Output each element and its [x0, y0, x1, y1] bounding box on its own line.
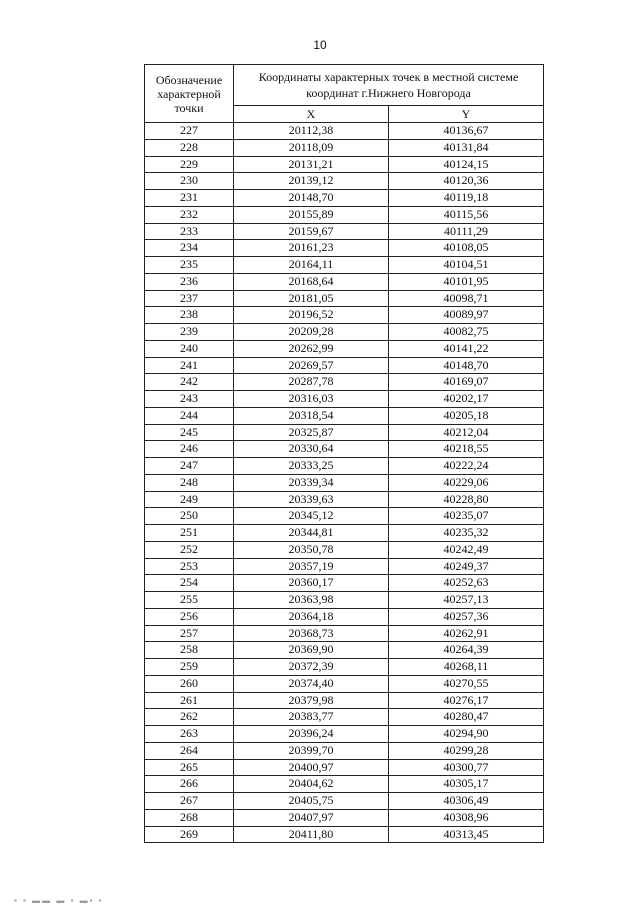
cell-x: 20360,17 [234, 575, 389, 592]
cell-x: 20318,54 [234, 407, 389, 424]
cell-x: 20333,25 [234, 458, 389, 475]
cell-y: 40120,36 [389, 173, 544, 190]
cell-x: 20350,78 [234, 541, 389, 558]
table-row [145, 307, 544, 324]
cell-x: 20155,89 [234, 206, 389, 223]
cell-x: 20325,87 [234, 424, 389, 441]
cell-y: 40108,05 [389, 240, 544, 257]
table-row [145, 458, 544, 475]
cell-x: 20364,18 [234, 608, 389, 625]
cell-x: 20148,70 [234, 190, 389, 207]
cell-x: 20363,98 [234, 592, 389, 609]
cell-x: 20330,64 [234, 441, 389, 458]
table-row [145, 726, 544, 743]
cell-x: 20196,52 [234, 307, 389, 324]
cell-x: 20396,24 [234, 726, 389, 743]
cell-point: 249 [145, 491, 234, 508]
table-row [145, 575, 544, 592]
cell-y: 40111,29 [389, 223, 544, 240]
cell-point: 245 [145, 424, 234, 441]
table-row [145, 508, 544, 525]
table-row [145, 424, 544, 441]
table-row [145, 173, 544, 190]
table-row [145, 659, 544, 676]
cell-y: 40264,39 [389, 642, 544, 659]
cell-point: 242 [145, 374, 234, 391]
table-row [145, 742, 544, 759]
table-row [145, 223, 544, 240]
cell-x: 20164,11 [234, 257, 389, 274]
cell-x: 20344,81 [234, 525, 389, 542]
table-row [145, 793, 544, 810]
cell-y: 40089,97 [389, 307, 544, 324]
cell-point: 257 [145, 625, 234, 642]
cell-x: 20287,78 [234, 374, 389, 391]
cell-point: 248 [145, 474, 234, 491]
cell-x: 20374,40 [234, 675, 389, 692]
cell-point: 258 [145, 642, 234, 659]
cell-point: 268 [145, 809, 234, 826]
cell-point: 239 [145, 324, 234, 341]
table-row [145, 206, 544, 223]
cell-y: 40169,07 [389, 374, 544, 391]
footer-scan-mark: ▪ ▪ ▬▬ ▬ ▪ ▬▪ ▪ [14, 896, 104, 905]
cell-point: 261 [145, 692, 234, 709]
cell-y: 40136,67 [389, 123, 544, 140]
cell-y: 40242,49 [389, 541, 544, 558]
cell-y: 40148,70 [389, 357, 544, 374]
cell-point: 246 [145, 441, 234, 458]
cell-point: 227 [145, 123, 234, 140]
table-row [145, 290, 544, 307]
cell-y: 40305,17 [389, 776, 544, 793]
cell-x: 20118,09 [234, 139, 389, 156]
cell-point: 243 [145, 391, 234, 408]
cell-y: 40202,17 [389, 391, 544, 408]
cell-point: 264 [145, 742, 234, 759]
cell-x: 20339,34 [234, 474, 389, 491]
table-row [145, 257, 544, 274]
cell-x: 20405,75 [234, 793, 389, 810]
coordinates-table [144, 64, 544, 843]
cell-x: 20369,90 [234, 642, 389, 659]
cell-x: 20407,97 [234, 809, 389, 826]
table-row [145, 123, 544, 140]
cell-x: 20316,03 [234, 391, 389, 408]
cell-y: 40229,06 [389, 474, 544, 491]
header-coordinates: Координаты характерных точек в местной системе координат г.Нижнего Новгорода [234, 65, 544, 106]
table-row [145, 190, 544, 207]
cell-x: 20168,64 [234, 273, 389, 290]
cell-point: 263 [145, 726, 234, 743]
cell-point: 254 [145, 575, 234, 592]
cell-point: 247 [145, 458, 234, 475]
cell-x: 20131,21 [234, 156, 389, 173]
cell-x: 20269,57 [234, 357, 389, 374]
cell-point: 259 [145, 659, 234, 676]
table-row [145, 525, 544, 542]
cell-point: 265 [145, 759, 234, 776]
cell-point: 235 [145, 257, 234, 274]
cell-y: 40268,11 [389, 659, 544, 676]
cell-point: 237 [145, 290, 234, 307]
table-row [145, 675, 544, 692]
table-row [145, 407, 544, 424]
cell-y: 40235,07 [389, 508, 544, 525]
table-row [145, 541, 544, 558]
cell-x: 20139,12 [234, 173, 389, 190]
table-row [145, 273, 544, 290]
cell-point: 262 [145, 709, 234, 726]
cell-point: 260 [145, 675, 234, 692]
header-x: X [234, 106, 389, 123]
table-row [145, 642, 544, 659]
cell-y: 40141,22 [389, 340, 544, 357]
table-row [145, 391, 544, 408]
page-number: 10 [313, 38, 327, 52]
table-row [145, 139, 544, 156]
cell-y: 40308,96 [389, 809, 544, 826]
table-row [145, 625, 544, 642]
table-row [145, 558, 544, 575]
table-row [145, 592, 544, 609]
header-point-designation: Обозначение характерной точки [145, 65, 234, 123]
cell-point: 229 [145, 156, 234, 173]
cell-x: 20262,99 [234, 340, 389, 357]
cell-point: 238 [145, 307, 234, 324]
cell-y: 40222,24 [389, 458, 544, 475]
table-row [145, 709, 544, 726]
table-header-row [145, 65, 544, 106]
cell-x: 20383,77 [234, 709, 389, 726]
cell-y: 40119,18 [389, 190, 544, 207]
cell-y: 40280,47 [389, 709, 544, 726]
cell-y: 40212,04 [389, 424, 544, 441]
cell-y: 40313,45 [389, 826, 544, 843]
cell-x: 20161,23 [234, 240, 389, 257]
cell-y: 40115,56 [389, 206, 544, 223]
cell-point: 228 [145, 139, 234, 156]
table-row [145, 240, 544, 257]
cell-y: 40299,28 [389, 742, 544, 759]
cell-point: 267 [145, 793, 234, 810]
header-y: Y [389, 106, 544, 123]
table-row [145, 441, 544, 458]
cell-y: 40205,18 [389, 407, 544, 424]
table-row [145, 809, 544, 826]
cell-x: 20411,80 [234, 826, 389, 843]
cell-y: 40252,63 [389, 575, 544, 592]
cell-point: 251 [145, 525, 234, 542]
cell-point: 241 [145, 357, 234, 374]
cell-x: 20357,19 [234, 558, 389, 575]
table-row [145, 608, 544, 625]
cell-y: 40270,55 [389, 675, 544, 692]
table-row [145, 474, 544, 491]
table-row [145, 759, 544, 776]
table-row [145, 156, 544, 173]
cell-point: 236 [145, 273, 234, 290]
cell-x: 20209,28 [234, 324, 389, 341]
cell-x: 20112,38 [234, 123, 389, 140]
cell-point: 266 [145, 776, 234, 793]
table-row [145, 826, 544, 843]
cell-point: 253 [145, 558, 234, 575]
cell-point: 232 [145, 206, 234, 223]
cell-point: 230 [145, 173, 234, 190]
cell-y: 40235,32 [389, 525, 544, 542]
cell-y: 40249,37 [389, 558, 544, 575]
cell-y: 40276,17 [389, 692, 544, 709]
cell-y: 40262,91 [389, 625, 544, 642]
cell-y: 40306,49 [389, 793, 544, 810]
cell-y: 40300,77 [389, 759, 544, 776]
table-row [145, 776, 544, 793]
cell-point: 233 [145, 223, 234, 240]
table-row [145, 491, 544, 508]
table-row [145, 340, 544, 357]
cell-y: 40101,95 [389, 273, 544, 290]
cell-y: 40218,55 [389, 441, 544, 458]
table-row [145, 324, 544, 341]
cell-x: 20345,12 [234, 508, 389, 525]
cell-y: 40257,36 [389, 608, 544, 625]
cell-x: 20159,67 [234, 223, 389, 240]
cell-x: 20368,73 [234, 625, 389, 642]
cell-x: 20404,62 [234, 776, 389, 793]
cell-y: 40098,71 [389, 290, 544, 307]
table-body [145, 123, 544, 843]
cell-point: 234 [145, 240, 234, 257]
cell-y: 40104,51 [389, 257, 544, 274]
cell-x: 20181,05 [234, 290, 389, 307]
cell-point: 255 [145, 592, 234, 609]
cell-y: 40257,13 [389, 592, 544, 609]
cell-y: 40131,84 [389, 139, 544, 156]
table-row [145, 374, 544, 391]
cell-x: 20379,98 [234, 692, 389, 709]
cell-x: 20400,97 [234, 759, 389, 776]
cell-point: 240 [145, 340, 234, 357]
table-row [145, 357, 544, 374]
cell-point: 231 [145, 190, 234, 207]
table-row [145, 692, 544, 709]
cell-point: 252 [145, 541, 234, 558]
cell-point: 269 [145, 826, 234, 843]
cell-y: 40082,75 [389, 324, 544, 341]
cell-y: 40228,80 [389, 491, 544, 508]
cell-point: 250 [145, 508, 234, 525]
cell-point: 256 [145, 608, 234, 625]
cell-x: 20339,63 [234, 491, 389, 508]
cell-y: 40124,15 [389, 156, 544, 173]
cell-x: 20372,39 [234, 659, 389, 676]
cell-y: 40294,90 [389, 726, 544, 743]
cell-x: 20399,70 [234, 742, 389, 759]
cell-point: 244 [145, 407, 234, 424]
